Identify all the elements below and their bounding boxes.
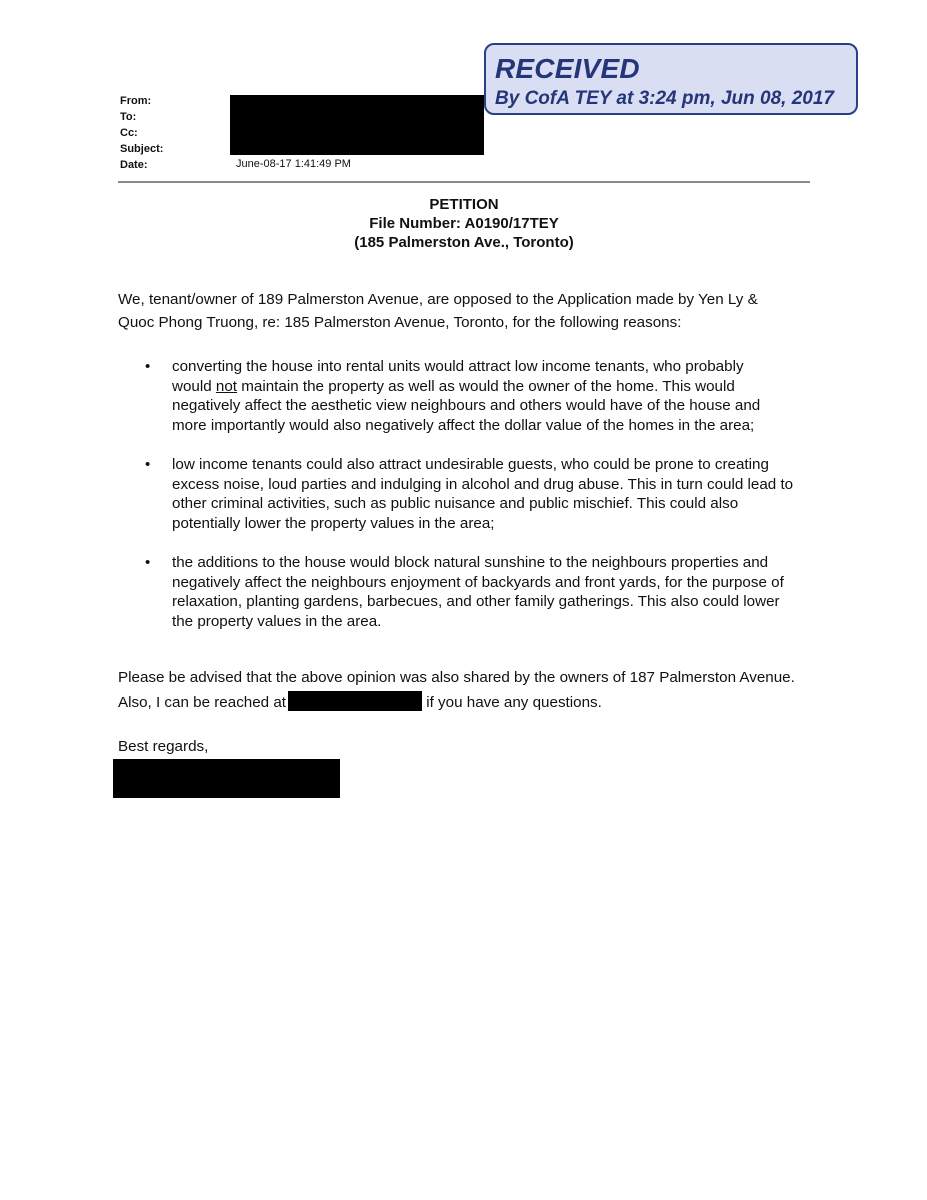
closing-line-2	[118, 691, 818, 713]
bullet-1-line-3: negatively affect the aesthetic view neighbours and others would have of the house and	[172, 397, 761, 414]
intro-line-1: We, tenant/owner of 189 Palmerston Avenue, are opposed to the Application made by Yen Ly &	[118, 291, 758, 308]
property-address: (185 Palmerston Ave., Toronto)	[354, 234, 574, 251]
bullet-3-line-3: relaxation, planting gardens, barbecues, and other family gatherings. This also could lower	[172, 593, 780, 610]
signature-redaction	[113, 759, 340, 798]
file-number: File Number: A0190/17TEY	[369, 215, 559, 232]
stamp-title: RECEIVED	[495, 53, 640, 84]
closing-paragraph	[118, 668, 818, 712]
intro-line-2: Quoc Phong Truong, re: 185 Palmerston Avenue, Toronto, for the following reasons:	[118, 313, 682, 331]
bullet-2	[172, 455, 812, 533]
intro-paragraph	[118, 290, 818, 332]
bullet-3-line-2: negatively affect the neighbours enjoyment of backyards and front yards, for the purpose of	[172, 573, 784, 591]
header-redaction	[230, 95, 484, 155]
bullet-dot-3: •	[145, 554, 151, 571]
bullet-1-line-1: converting the house into rental units would attract low income tenants, who probably	[172, 358, 744, 375]
bullet-1-line-2	[172, 377, 812, 397]
underlined-not: not	[215, 377, 238, 395]
closing-line-1: Please be advised that the above opinion was also shared by the owners of 187 Palmerston Avenue.	[118, 669, 795, 686]
closing-line-2-pre: Also, I can be reached at	[118, 693, 287, 711]
bullet-1-line-2-pre: would	[172, 377, 216, 395]
bullet-2-line-2: excess noise, loud parties and indulging in alcohol and drug abuse. This in turn could lead to	[172, 475, 794, 493]
stamp-received-line: By CofA TEY at 3:24 pm, Jun 08, 2017	[495, 88, 834, 109]
to-label: To:	[120, 111, 137, 123]
received-stamp	[484, 43, 858, 115]
bullet-3-line-1: the additions to the house would block natural sunshine to the neighbours properties and	[172, 554, 769, 571]
bullet-dot-1: •	[145, 358, 151, 375]
bullet-3	[172, 553, 812, 631]
cc-label: Cc:	[120, 127, 138, 139]
bullet-3-line-4: the property values in the area.	[172, 612, 382, 630]
bullet-2-line-4: potentially lower the property values in the area;	[172, 514, 495, 532]
phone-redaction	[288, 691, 422, 711]
subject-label: Subject:	[120, 143, 164, 155]
closing-line-2-post: if you have any questions.	[422, 693, 602, 711]
bullet-1	[172, 357, 812, 435]
best-regards: Best regards,	[118, 738, 209, 755]
bullet-1-line-4: more importantly would also negatively affect the dollar value of the homes in the area;	[172, 416, 755, 434]
from-label: From:	[120, 95, 152, 107]
petition-title: PETITION	[429, 196, 499, 213]
bullet-dot-2: •	[145, 456, 151, 473]
date-value: June-08-17 1:41:49 PM	[236, 158, 351, 170]
petition-title-block	[118, 195, 810, 252]
header-divider	[118, 181, 810, 183]
date-label: Date:	[120, 159, 148, 171]
bullet-1-line-2-post: maintain the property as well as would the owner of the home. This would	[237, 377, 735, 395]
bullet-2-line-3: other criminal activities, such as public nuisance and public mischief. This could also	[172, 495, 739, 512]
bullet-2-line-1: low income tenants could also attract undesirable guests, who could be prone to creating	[172, 456, 769, 473]
